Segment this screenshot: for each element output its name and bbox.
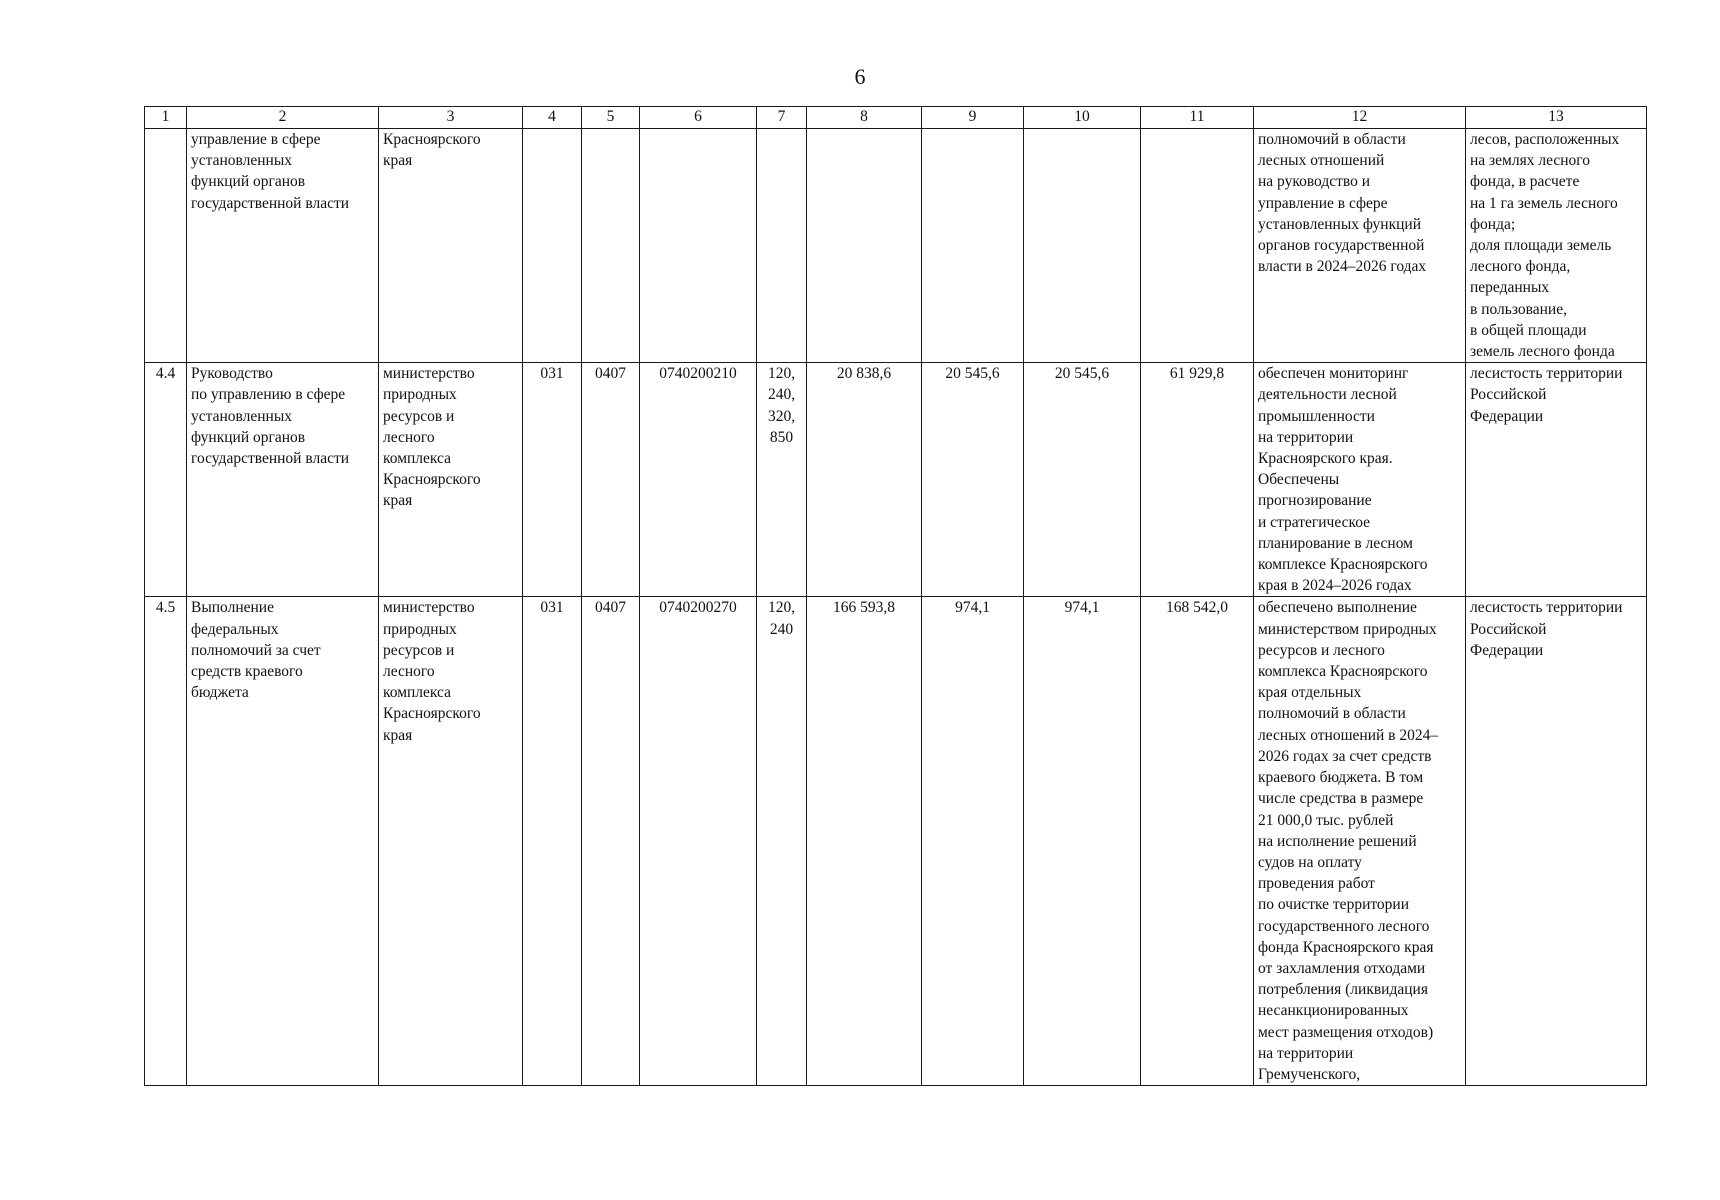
indicator-cell: лесистость территории Российской Федерации <box>1466 597 1647 1086</box>
column-header-11: 11 <box>1141 107 1254 129</box>
target-article-cell: 0740200210 <box>640 363 757 597</box>
column-header-10: 10 <box>1024 107 1141 129</box>
amount-total-cell: 61 929,8 <box>1141 363 1254 597</box>
column-header-9: 9 <box>922 107 1024 129</box>
column-header-5: 5 <box>582 107 640 129</box>
page-number: 6 <box>854 64 866 89</box>
responsible-cell: министерство природных ресурсов и лесного комплекса Красноярского края <box>379 363 523 597</box>
amount-total-cell: 168 542,0 <box>1141 597 1254 1086</box>
amount-year2-cell: 974,1 <box>922 597 1024 1086</box>
amount-year1-cell: 20 838,6 <box>807 363 922 597</box>
indicator-cell: лесистость территории Российской Федерации <box>1466 363 1647 597</box>
grbs-code-cell: 031 <box>523 597 582 1086</box>
amount-year3-cell: 20 545,6 <box>1024 363 1141 597</box>
amount-year2-cell <box>922 129 1024 363</box>
section-code-cell <box>582 129 640 363</box>
table-row-4-5 <box>145 597 1647 1086</box>
grbs-code-cell <box>523 129 582 363</box>
amount-year3-cell: 974,1 <box>1024 597 1141 1086</box>
target-article-cell: 0740200270 <box>640 597 757 1086</box>
row-number-cell: 4.5 <box>145 597 187 1086</box>
column-header-2: 2 <box>187 107 379 129</box>
column-header-8: 8 <box>807 107 922 129</box>
section-code-cell: 0407 <box>582 597 640 1086</box>
column-header-3: 3 <box>379 107 523 129</box>
event-name-cell: Выполнение федеральных полномочий за счет средств краевого бюджета <box>187 597 379 1086</box>
amount-total-cell <box>1141 129 1254 363</box>
expense-type-cell: 120, 240, 320, 850 <box>757 363 807 597</box>
amount-year2-cell: 20 545,6 <box>922 363 1024 597</box>
responsible-cell: министерство природных ресурсов и лесного комплекса Красноярского края <box>379 597 523 1086</box>
indicator-cell: лесов, расположенных на землях лесного фонда, в расчете на 1 га земель лесного фонда; доля площади земель лесного фонда, переданных в пользование, в общей площади земель лесного фонда <box>1466 129 1647 363</box>
section-code-cell: 0407 <box>582 363 640 597</box>
expected-result-cell: обеспечен мониторинг деятельности лесной промышленности на территории Красноярского края. Обеспечены прогнозирование и стратегическое планирование в лесном комплексе Красноярского края в 2024–2026 годах <box>1254 363 1466 597</box>
column-header-4: 4 <box>523 107 582 129</box>
row-number-cell: 4.4 <box>145 363 187 597</box>
amount-year3-cell <box>1024 129 1141 363</box>
column-header-13: 13 <box>1466 107 1647 129</box>
column-header-12: 12 <box>1254 107 1466 129</box>
row-number-cell <box>145 129 187 363</box>
grbs-code-cell: 031 <box>523 363 582 597</box>
column-header-6: 6 <box>640 107 757 129</box>
expected-result-cell: полномочий в области лесных отношений на руководство и управление в сфере установленных функций органов государственной власти в 2024–2026 годах <box>1254 129 1466 363</box>
expense-type-cell: 120, 240 <box>757 597 807 1086</box>
column-header-7: 7 <box>757 107 807 129</box>
table-row-4-4 <box>145 363 1647 597</box>
event-name-cell: Руководство по управлению в сфере установленных функций органов государственной власти <box>187 363 379 597</box>
expense-type-cell <box>757 129 807 363</box>
amount-year1-cell <box>807 129 922 363</box>
table-row-continuation <box>145 129 1647 363</box>
column-header-1: 1 <box>145 107 187 129</box>
expected-result-cell: обеспечено выполнение министерством природных ресурсов и лесного комплекса Красноярского края отдельных полномочий в области лесных отношений в 2024– 2026 годах за счет средств краевого бюджета. В том числе средства в размере 21 000,0 тыс. рублей на исполнение решений судов на оплату проведения работ по очистке территории государственного лесного фонда Красноярского края от захламления отходами потребления (ликвидация несанкционированных мест размещения отходов) на территории Гремученского, <box>1254 597 1466 1086</box>
target-article-cell <box>640 129 757 363</box>
amount-year1-cell: 166 593,8 <box>807 597 922 1086</box>
column-number-header-row <box>145 107 1647 129</box>
budget-table <box>144 106 1647 1086</box>
responsible-cell: Красноярского края <box>379 129 523 363</box>
event-name-cell: управление в сфере установленных функций органов государственной власти <box>187 129 379 363</box>
